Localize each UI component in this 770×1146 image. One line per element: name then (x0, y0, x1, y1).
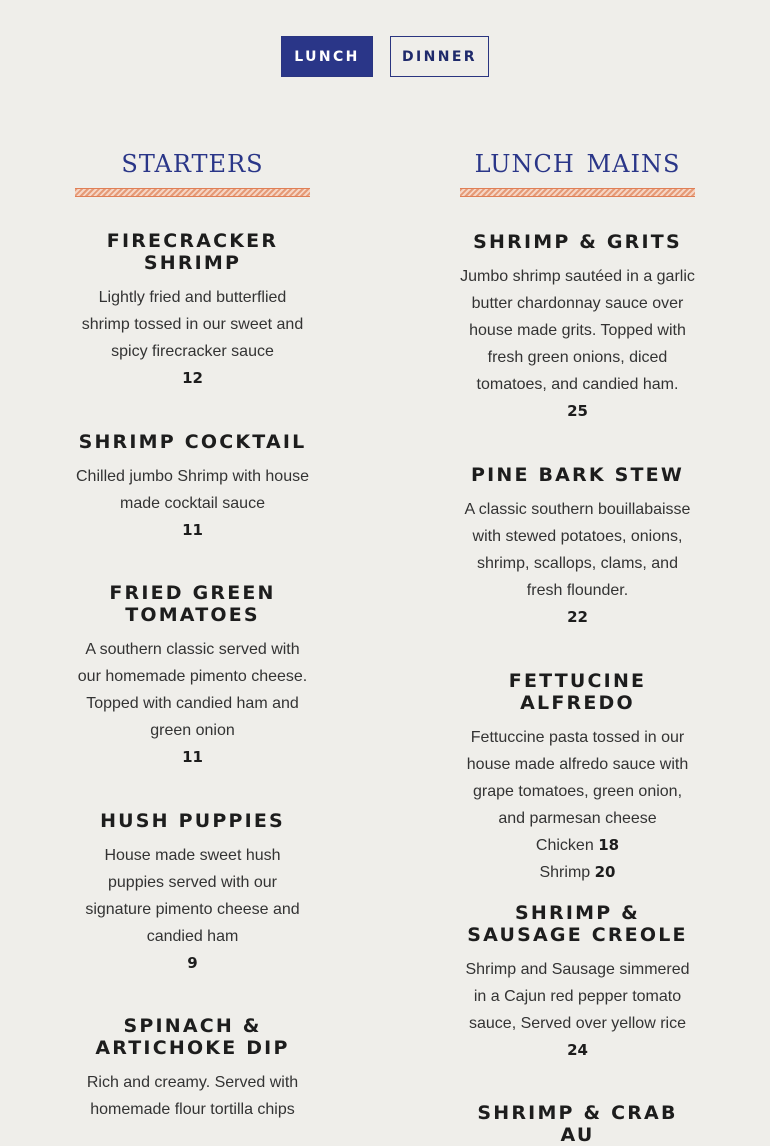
menu-item (75, 230, 310, 392)
menu-item-description: Lightly fried and butterflied shrimp tossed in our sweet and spicy firecracker sauce (81, 289, 304, 360)
menu-item (460, 464, 695, 631)
menu-item (75, 810, 310, 977)
menu-item-description: A classic southern bouillabaisse with stewed potatoes, onions, shrimp, scallops, clams, and fresh flounder. (464, 501, 691, 599)
menu-item-option (460, 859, 695, 886)
menu-item-price: 12 (182, 369, 203, 387)
menu-item (460, 1102, 695, 1146)
menu-item-description: House made sweet hush puppies served with our signature pimento cheese and candied ham (85, 847, 300, 945)
menu-item-description: Chilled jumbo Shrimp with house made cocktail sauce (76, 468, 309, 512)
menu-item-name: FIRECRACKER SHRIMP (106, 230, 279, 274)
menu-item-description: Rich and creamy. Served with homemade flour tortilla chips (86, 1074, 299, 1118)
menu-item-price: 11 (182, 748, 203, 766)
menu-item-name: SHRIMP & GRITS (473, 231, 682, 253)
menu-item-description: Jumbo shrimp sautéed in a garlic butter chardonnay sauce over house made grits. Topped with fresh green onions, diced tomatoes, and candied ham. (460, 268, 695, 393)
tab-dinner[interactable]: DINNER (390, 36, 489, 77)
menu-item-price: 9 (187, 954, 198, 972)
menu-item (75, 1015, 310, 1123)
menu-item-name: PINE BARK STEW (470, 464, 685, 486)
option-label: Shrimp (539, 864, 591, 881)
menu-item-price: 22 (567, 608, 588, 626)
menu-item-price: 24 (567, 1041, 588, 1059)
section-divider (75, 188, 310, 197)
menu-item-name: SPINACH & ARTICHOKE DIP (95, 1015, 290, 1059)
option-price: 20 (594, 863, 616, 881)
menu-item-name: SHRIMP & CRAB AU (477, 1102, 678, 1146)
menu-item-description: Shrimp and Sausage simmered in a Cajun red pepper tomato sauce, Served over yellow rice (465, 961, 690, 1032)
menu-item-description: A southern classic served with our homemade pimento cheese. Topped with candied ham and green onion (77, 641, 308, 739)
section-title-starters: starters (121, 141, 264, 181)
section-title-lunch-mains: lunch mains (474, 141, 681, 181)
section-divider (460, 188, 695, 197)
menu-item-name: SHRIMP & SAUSAGE CREOLE (467, 902, 688, 946)
menu-item-name: HUSH PUPPIES (100, 810, 285, 832)
menu-item-option (460, 832, 695, 859)
menu-tabs (0, 36, 770, 77)
menu-item-description: Fettuccine pasta tossed in our house made alfredo sauce with grape tomatoes, green onion, and parmesan cheese (466, 729, 689, 827)
menu-item (75, 582, 310, 771)
menu-item (460, 902, 695, 1064)
menu-item (460, 231, 695, 425)
menu-item-name: FETTUCINE ALFREDO (508, 670, 647, 714)
menu-item-name: FRIED GREEN TOMATOES (109, 582, 276, 626)
menu-item (460, 670, 695, 886)
menu-item-name: SHRIMP COCKTAIL (78, 431, 307, 453)
option-price: 18 (598, 836, 620, 854)
option-label: Chicken (535, 837, 594, 854)
menu-item (75, 431, 310, 544)
tab-lunch[interactable]: LUNCH (281, 36, 373, 77)
menu-item-price: 25 (567, 402, 588, 420)
menu-item-price: 11 (182, 521, 203, 539)
